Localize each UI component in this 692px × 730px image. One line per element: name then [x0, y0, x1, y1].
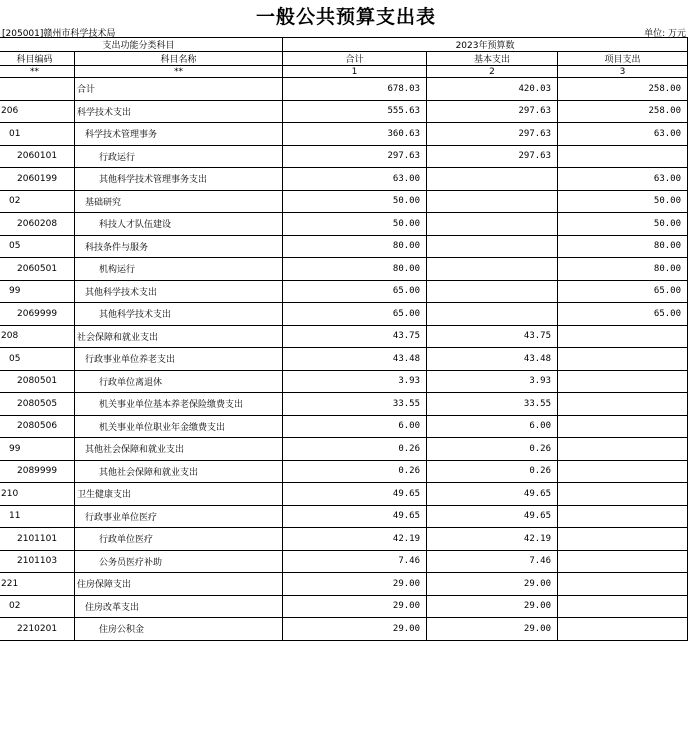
row-total: 63.00: [283, 168, 427, 191]
header-group-row: [0, 38, 688, 52]
row-name: 科技人才队伍建设: [75, 213, 283, 236]
row-project: [558, 595, 688, 618]
row-project: 50.00: [558, 213, 688, 236]
row-basic: 43.75: [427, 325, 558, 348]
row-name: 基础研究: [75, 190, 283, 213]
row-basic: 33.55: [427, 393, 558, 416]
row-name: 科学技术支出: [75, 100, 283, 123]
row-name: 公务员医疗补助: [75, 550, 283, 573]
table-row: [0, 393, 688, 416]
row-total: 50.00: [283, 190, 427, 213]
unit-label: [205001]赣州市科学技术局: [2, 29, 116, 39]
row-code: 02: [0, 190, 75, 213]
row-basic: [427, 258, 558, 281]
row-basic: 49.65: [427, 483, 558, 506]
index-basic: 2: [427, 66, 558, 78]
row-basic: 420.03: [427, 78, 558, 101]
row-total: 50.00: [283, 213, 427, 236]
row-code: 2210201: [0, 618, 75, 641]
row-total: 6.00: [283, 415, 427, 438]
row-project: [558, 483, 688, 506]
index-name: **: [75, 66, 283, 78]
row-basic: 0.26: [427, 438, 558, 461]
row-basic: 297.63: [427, 145, 558, 168]
table-row: [0, 483, 688, 506]
table-row: [0, 100, 688, 123]
header-total: 合计: [283, 52, 427, 66]
row-name: 住房改革支出: [75, 595, 283, 618]
row-total: 42.19: [283, 528, 427, 551]
row-name: 机关事业单位基本养老保险缴费支出: [75, 393, 283, 416]
table-row: [0, 78, 688, 101]
row-code: 208: [0, 325, 75, 348]
row-total: 80.00: [283, 258, 427, 281]
row-total: 0.26: [283, 460, 427, 483]
row-basic: 297.63: [427, 100, 558, 123]
row-name: 行政单位离退休: [75, 370, 283, 393]
row-basic: [427, 168, 558, 191]
row-code: 99: [0, 280, 75, 303]
row-total: 29.00: [283, 573, 427, 596]
header-project: 项目支出: [558, 52, 688, 66]
row-name: 合计: [75, 78, 283, 101]
table-row: [0, 415, 688, 438]
row-name: 社会保障和就业支出: [75, 325, 283, 348]
row-total: 49.65: [283, 505, 427, 528]
row-project: 65.00: [558, 280, 688, 303]
row-basic: 6.00: [427, 415, 558, 438]
row-code: 2101101: [0, 528, 75, 551]
row-name: 行政单位医疗: [75, 528, 283, 551]
row-project: [558, 145, 688, 168]
table-row: [0, 438, 688, 461]
row-project: 258.00: [558, 100, 688, 123]
row-project: [558, 325, 688, 348]
table-row: [0, 505, 688, 528]
row-project: [558, 573, 688, 596]
row-project: [558, 618, 688, 641]
row-name: 行政运行: [75, 145, 283, 168]
index-project: 3: [558, 66, 688, 78]
budget-table: [0, 37, 688, 641]
row-code: 206: [0, 100, 75, 123]
header-basic: 基本支出: [427, 52, 558, 66]
row-project: [558, 438, 688, 461]
row-basic: [427, 213, 558, 236]
row-basic: 0.26: [427, 460, 558, 483]
table-row: [0, 528, 688, 551]
row-basic: [427, 280, 558, 303]
row-name: 住房公积金: [75, 618, 283, 641]
row-basic: 49.65: [427, 505, 558, 528]
row-code: [0, 78, 75, 101]
row-project: 50.00: [558, 190, 688, 213]
index-total: 1: [283, 66, 427, 78]
row-total: 678.03: [283, 78, 427, 101]
currency-unit: 单位: 万元: [644, 29, 686, 39]
header-code: 科目编码: [0, 52, 75, 66]
table-row: [0, 348, 688, 371]
row-project: [558, 460, 688, 483]
row-total: 0.26: [283, 438, 427, 461]
header-column-row: [0, 52, 688, 66]
row-name: 机关事业单位职业年金缴费支出: [75, 415, 283, 438]
row-name: 住房保障支出: [75, 573, 283, 596]
row-project: 80.00: [558, 235, 688, 258]
page-title: 一般公共预算支出表: [255, 6, 436, 28]
table-row: [0, 325, 688, 348]
row-project: [558, 348, 688, 371]
table-row: [0, 258, 688, 281]
row-name: 其他社会保障和就业支出: [75, 460, 283, 483]
row-code: 02: [0, 595, 75, 618]
row-name: 其他科学技术管理事务支出: [75, 168, 283, 191]
row-code: 2060199: [0, 168, 75, 191]
row-total: 3.93: [283, 370, 427, 393]
row-name: 其他科学技术支出: [75, 280, 283, 303]
table-row: [0, 573, 688, 596]
row-project: [558, 505, 688, 528]
row-basic: 29.00: [427, 618, 558, 641]
row-total: 555.63: [283, 100, 427, 123]
row-code: 2060101: [0, 145, 75, 168]
row-total: 65.00: [283, 280, 427, 303]
row-code: 2089999: [0, 460, 75, 483]
row-name: 科技条件与服务: [75, 235, 283, 258]
row-name: 卫生健康支出: [75, 483, 283, 506]
row-basic: 7.46: [427, 550, 558, 573]
table-row: [0, 370, 688, 393]
row-code: 2060208: [0, 213, 75, 236]
row-total: 49.65: [283, 483, 427, 506]
row-code: 2101103: [0, 550, 75, 573]
table-row: [0, 145, 688, 168]
header-group-function: 支出功能分类科目: [0, 38, 283, 52]
table-row: [0, 460, 688, 483]
row-project: 258.00: [558, 78, 688, 101]
table-row: [0, 213, 688, 236]
row-total: 297.63: [283, 145, 427, 168]
row-code: 11: [0, 505, 75, 528]
row-project: [558, 550, 688, 573]
table-row: [0, 168, 688, 191]
row-total: 33.55: [283, 393, 427, 416]
row-project: 63.00: [558, 123, 688, 146]
row-total: 29.00: [283, 618, 427, 641]
table-row: [0, 550, 688, 573]
table-row: [0, 303, 688, 326]
row-name: 科学技术管理事务: [75, 123, 283, 146]
row-name: 机构运行: [75, 258, 283, 281]
row-code: 221: [0, 573, 75, 596]
row-code: 2080505: [0, 393, 75, 416]
row-basic: 3.93: [427, 370, 558, 393]
row-total: 7.46: [283, 550, 427, 573]
table-row: [0, 595, 688, 618]
row-code: 99: [0, 438, 75, 461]
row-total: 43.48: [283, 348, 427, 371]
row-project: [558, 415, 688, 438]
row-total: 80.00: [283, 235, 427, 258]
row-code: 2080501: [0, 370, 75, 393]
row-basic: 42.19: [427, 528, 558, 551]
row-project: [558, 528, 688, 551]
header-group-budget: 2023年预算数: [283, 38, 688, 52]
row-basic: 43.48: [427, 348, 558, 371]
table-row: [0, 235, 688, 258]
row-total: 29.00: [283, 595, 427, 618]
row-basic: [427, 303, 558, 326]
row-basic: [427, 190, 558, 213]
row-code: 2060501: [0, 258, 75, 281]
row-total: 360.63: [283, 123, 427, 146]
table-row: [0, 618, 688, 641]
row-code: 210: [0, 483, 75, 506]
row-basic: 29.00: [427, 595, 558, 618]
row-basic: 29.00: [427, 573, 558, 596]
row-total: 65.00: [283, 303, 427, 326]
row-name: 其他科学技术支出: [75, 303, 283, 326]
header-name: 科目名称: [75, 52, 283, 66]
row-name: 行政事业单位养老支出: [75, 348, 283, 371]
row-name: 行政事业单位医疗: [75, 505, 283, 528]
row-project: [558, 393, 688, 416]
table-row: [0, 280, 688, 303]
row-basic: [427, 235, 558, 258]
index-code: **: [0, 66, 75, 78]
row-project: 65.00: [558, 303, 688, 326]
row-project: 63.00: [558, 168, 688, 191]
header-index-row: [0, 66, 688, 78]
row-code: 01: [0, 123, 75, 146]
table-row: [0, 123, 688, 146]
row-code: 05: [0, 348, 75, 371]
row-basic: 297.63: [427, 123, 558, 146]
row-name: 其他社会保障和就业支出: [75, 438, 283, 461]
row-project: 80.00: [558, 258, 688, 281]
row-code: 05: [0, 235, 75, 258]
row-total: 43.75: [283, 325, 427, 348]
row-code: 2069999: [0, 303, 75, 326]
table-row: [0, 190, 688, 213]
row-project: [558, 370, 688, 393]
row-code: 2080506: [0, 415, 75, 438]
